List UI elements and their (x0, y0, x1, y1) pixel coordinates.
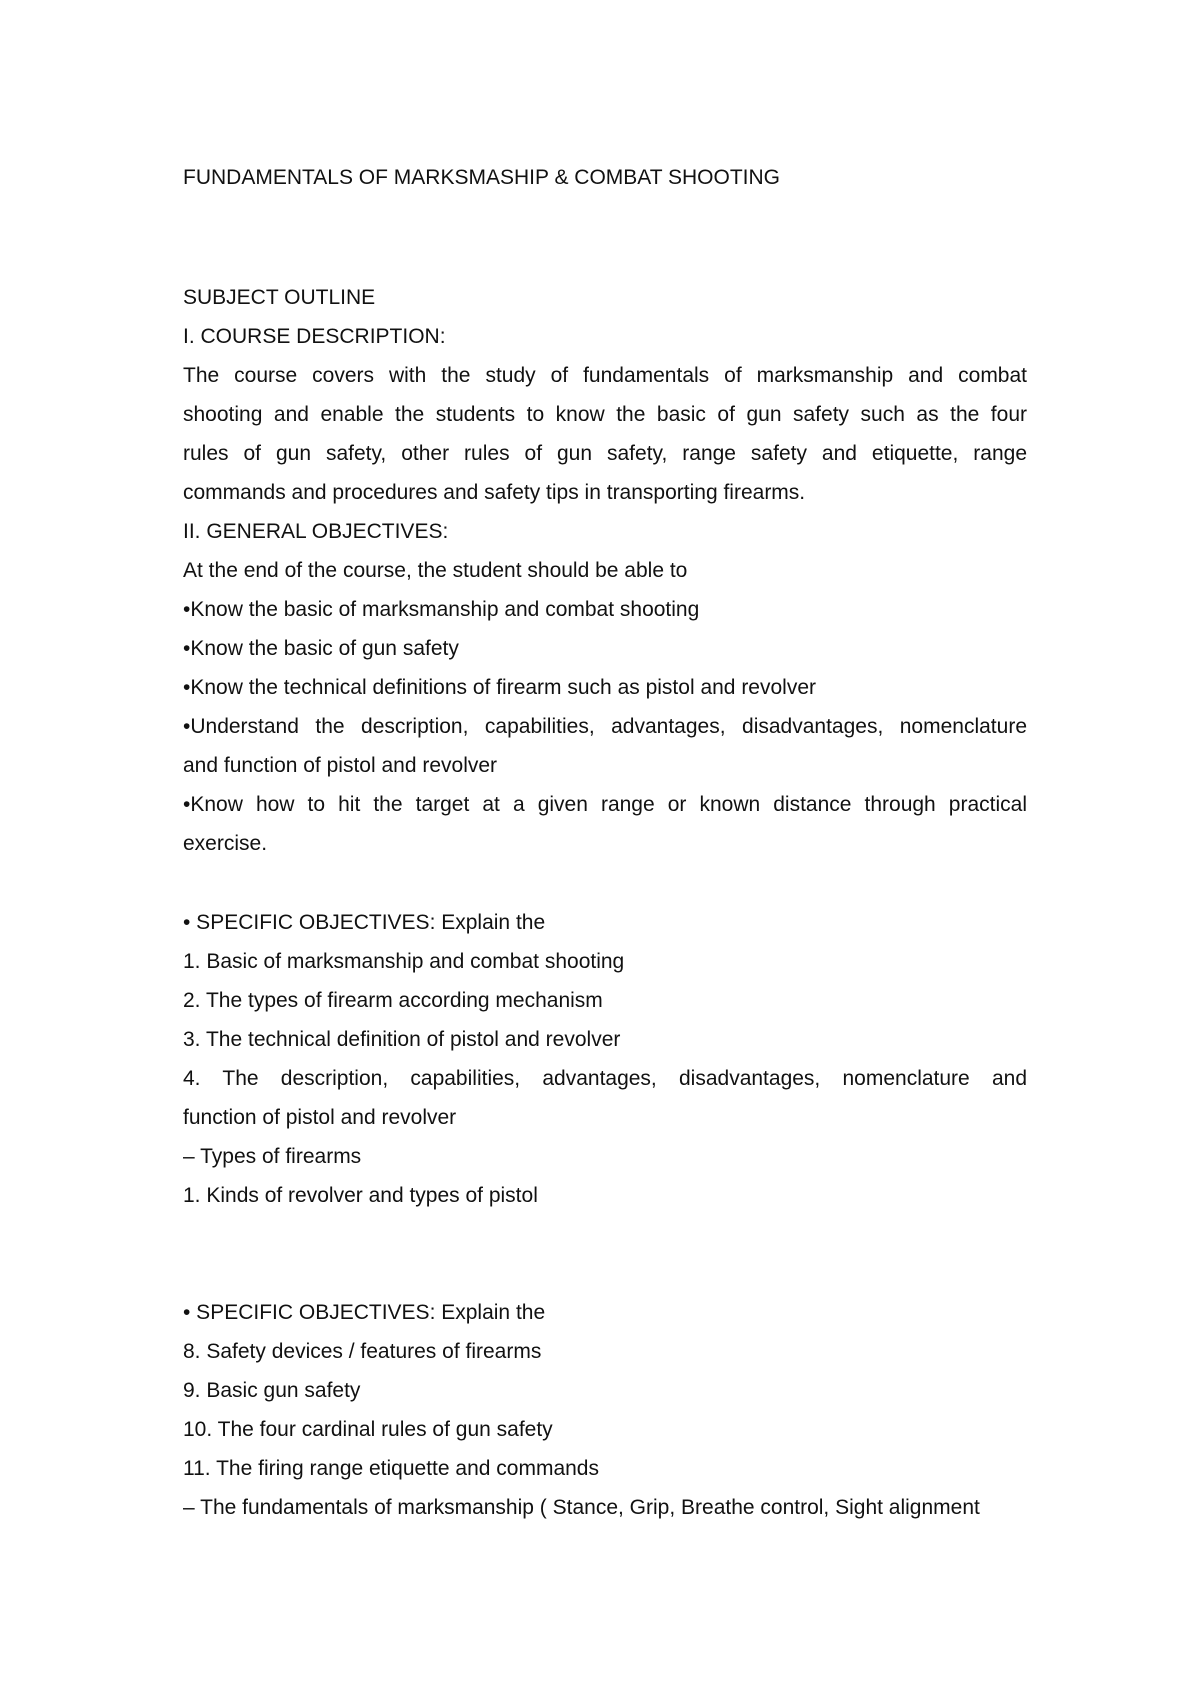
general-objective-item: •Understand the description, capabilities, advantages, disadvantages, nomenclature (183, 715, 1027, 738)
course-description-line: rules of gun safety, other rules of gun safety, range safety and etiquette, range (183, 442, 1027, 465)
specific-objectives-heading: • SPECIFIC OBJECTIVES: Explain the (183, 1301, 546, 1324)
general-objective-item: •Know the basic of gun safety (183, 637, 459, 660)
specific-objective-item: 9. Basic gun safety (183, 1379, 361, 1402)
general-objective-item: •Know how to hit the target at a given range or known distance through practical (183, 793, 1027, 816)
general-objective-item: •Know the basic of marksmanship and combat shooting (183, 598, 700, 621)
specific-objective-item: 4. The description, capabilities, advantages, disadvantages, nomenclature and (183, 1067, 1027, 1090)
specific-objective-item: 3. The technical definition of pistol and revolver (183, 1028, 621, 1051)
specific-objective-item: 1. Kinds of revolver and types of pistol (183, 1184, 538, 1207)
course-description-line: commands and procedures and safety tips in transporting firearms. (183, 481, 806, 504)
specific-objective-item: 2. The types of firearm according mechanism (183, 989, 603, 1012)
specific-objective-item: 8. Safety devices / features of firearms (183, 1340, 542, 1363)
subject-outline-heading: SUBJECT OUTLINE (183, 286, 376, 309)
general-objective-item: exercise. (183, 832, 268, 855)
specific-objective-item: – The fundamentals of marksmanship ( Stance, Grip, Breathe control, Sight alignment (183, 1496, 980, 1519)
specific-objective-item: 1. Basic of marksmanship and combat shooting (183, 950, 625, 973)
specific-objective-item: function of pistol and revolver (183, 1106, 457, 1129)
specific-objective-item: 11. The firing range etiquette and commands (183, 1457, 599, 1480)
specific-objective-item: 10. The four cardinal rules of gun safety (183, 1418, 553, 1441)
general-objective-item: •Know the technical definitions of firearm such as pistol and revolver (183, 676, 817, 699)
course-description-line: shooting and enable the students to know the basic of gun safety such as the four (183, 403, 1027, 426)
general-objective-item: and function of pistol and revolver (183, 754, 498, 777)
course-description-line: The course covers with the study of fundamentals of marksmanship and combat (183, 364, 1027, 387)
general-objectives-heading: II. GENERAL OBJECTIVES: (183, 520, 449, 543)
specific-objective-item: – Types of firearms (183, 1145, 362, 1168)
general-objectives-intro: At the end of the course, the student should be able to (183, 559, 688, 582)
course-description-heading: I. COURSE DESCRIPTION: (183, 325, 446, 348)
document-title: FUNDAMENTALS OF MARKSMASHIP & COMBAT SHOOTING (183, 166, 781, 189)
specific-objectives-heading: • SPECIFIC OBJECTIVES: Explain the (183, 911, 546, 934)
